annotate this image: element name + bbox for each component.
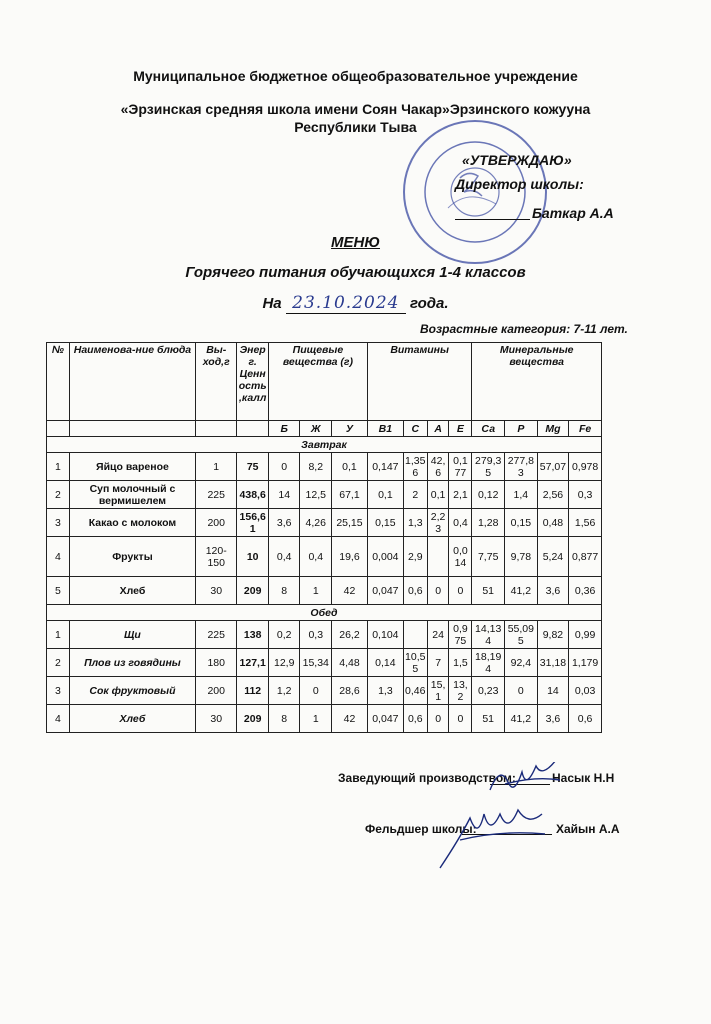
table-cell: 0 <box>449 705 472 733</box>
header-name: Наименова-ние блюда <box>69 343 195 421</box>
table-cell: 200 <box>196 509 237 537</box>
subheader-row <box>47 421 602 437</box>
header-energy: Энерг. Ценн ость ,калл <box>237 343 269 421</box>
table-cell: 279,35 <box>472 453 505 481</box>
table-cell: 1 <box>47 453 70 481</box>
subheader-cell: Mg <box>537 421 569 437</box>
table-cell: 0,03 <box>569 677 602 705</box>
table-cell: 2 <box>47 649 70 677</box>
table-cell: 41,2 <box>505 705 538 733</box>
table-cell: 0 <box>427 577 449 605</box>
manager-name: Насык Н.Н <box>552 771 615 785</box>
subheader-cell: Е <box>449 421 472 437</box>
table-cell: 438,6 <box>237 481 269 509</box>
table-cell: 0,1 <box>367 481 403 509</box>
dish-name: Какао с молоком <box>69 509 195 537</box>
table-cell: 4 <box>47 705 70 733</box>
table-cell: 15,1 <box>427 677 449 705</box>
table-cell: 26,2 <box>332 621 368 649</box>
table-cell: 0,48 <box>537 509 569 537</box>
header-num: № <box>47 343 70 421</box>
table-cell: 13,2 <box>449 677 472 705</box>
table-cell: 10 <box>237 537 269 577</box>
medic-name: Хайын А.А <box>556 822 620 836</box>
table-cell: 0,6 <box>569 705 602 733</box>
table-cell: 0,3 <box>300 621 332 649</box>
subheader-cell: В1 <box>367 421 403 437</box>
org-line-2-3 <box>0 100 711 136</box>
table-row <box>47 481 602 509</box>
table-row <box>47 577 602 605</box>
table-cell: 3,6 <box>537 705 569 733</box>
table-cell: 0 <box>505 677 538 705</box>
table-cell: 3 <box>47 509 70 537</box>
table-cell: 5,24 <box>537 537 569 577</box>
table-cell: 8 <box>268 577 300 605</box>
date-line <box>0 293 711 314</box>
approve-name: Баткар А.А <box>532 205 614 221</box>
table-cell: 15,34 <box>300 649 332 677</box>
dish-name: Фрукты <box>69 537 195 577</box>
table-cell: 1,2 <box>268 677 300 705</box>
table-cell: 4,48 <box>332 649 368 677</box>
table-cell: 200 <box>196 677 237 705</box>
subheader-cell: У <box>332 421 368 437</box>
table-cell: 75 <box>237 453 269 481</box>
subheader-cell: С <box>403 421 427 437</box>
table-cell: 225 <box>196 481 237 509</box>
subheader-cell: А <box>427 421 449 437</box>
table-cell: 0,12 <box>472 481 505 509</box>
table-cell: 3 <box>47 677 70 705</box>
subheader-cell: Ж <box>300 421 332 437</box>
table-cell: 1,3 <box>403 509 427 537</box>
table-cell: 0 <box>268 453 300 481</box>
table-cell: 7,75 <box>472 537 505 577</box>
org-line-3: Республики Тыва <box>294 119 417 135</box>
table-cell: 2 <box>47 481 70 509</box>
table-row <box>47 509 602 537</box>
header-vitamins: Витамины <box>367 343 471 421</box>
dish-name: Хлеб <box>69 705 195 733</box>
table-cell: 0,877 <box>569 537 602 577</box>
table-cell: 0,047 <box>367 577 403 605</box>
table-cell: 1 <box>47 621 70 649</box>
approve-title: «УТВЕРЖДАЮ» <box>462 152 572 168</box>
medic-signature <box>430 806 550 876</box>
table-cell: 0,3 <box>569 481 602 509</box>
section-row <box>47 437 602 453</box>
table-cell: 0,004 <box>367 537 403 577</box>
table-cell: 1,179 <box>569 649 602 677</box>
dish-name: Сок фруктовый <box>69 677 195 705</box>
subheader-blank <box>47 421 70 437</box>
table-cell: 5 <box>47 577 70 605</box>
table-cell: 42,6 <box>427 453 449 481</box>
table-cell: 42 <box>332 577 368 605</box>
table-cell: 0,2 <box>268 621 300 649</box>
table-row <box>47 537 602 577</box>
section-row <box>47 605 602 621</box>
table-cell: 0,1 <box>427 481 449 509</box>
table-cell: 28,6 <box>332 677 368 705</box>
table-row <box>47 705 602 733</box>
table-cell: 0 <box>449 577 472 605</box>
table-cell: 7 <box>427 649 449 677</box>
approve-signature-line <box>455 219 530 220</box>
org-line-1: Муниципальное бюджетное общеобразовательное учреждение <box>133 68 578 84</box>
subheader-cell: Б <box>268 421 300 437</box>
table-cell: 0,23 <box>472 677 505 705</box>
subheader-blank <box>196 421 237 437</box>
table-cell: 0,99 <box>569 621 602 649</box>
table-cell: 2,23 <box>427 509 449 537</box>
table-cell: 4,26 <box>300 509 332 537</box>
table-cell: 14 <box>268 481 300 509</box>
table-cell: 0,36 <box>569 577 602 605</box>
table-cell: 0,4 <box>268 537 300 577</box>
dish-name: Хлеб <box>69 577 195 605</box>
table-cell: 0,147 <box>367 453 403 481</box>
table-cell: 12,5 <box>300 481 332 509</box>
menu-table <box>46 342 602 733</box>
table-cell: 0,15 <box>367 509 403 537</box>
table-cell: 8 <box>268 705 300 733</box>
table-cell: 42 <box>332 705 368 733</box>
table-cell: 2 <box>403 481 427 509</box>
table-cell <box>427 537 449 577</box>
age-category: Возрастные категория: 7-11 лет. <box>420 322 628 336</box>
table-cell: 55,095 <box>505 621 538 649</box>
table-cell: 2,1 <box>449 481 472 509</box>
table-cell: 92,4 <box>505 649 538 677</box>
table-cell: 0,014 <box>449 537 472 577</box>
table-cell: 8,2 <box>300 453 332 481</box>
table-row <box>47 621 602 649</box>
table-cell: 9,82 <box>537 621 569 649</box>
table-cell: 2,56 <box>537 481 569 509</box>
table-cell: 0,047 <box>367 705 403 733</box>
table-cell: 156,61 <box>237 509 269 537</box>
table-cell: 57,07 <box>537 453 569 481</box>
table-cell: 0,15 <box>505 509 538 537</box>
table-cell: 1,356 <box>405 454 426 479</box>
table-cell: 0,1 <box>332 453 368 481</box>
table-cell: 0,975 <box>449 621 472 649</box>
table-cell: 4 <box>47 537 70 577</box>
manager-label: Заведующий производством: <box>338 771 516 785</box>
header-minerals: Минеральные вещества <box>472 343 602 421</box>
table-cell: 0,978 <box>569 453 602 481</box>
subheader-cell: Са <box>472 421 505 437</box>
table-cell: 1 <box>300 705 332 733</box>
table-cell: 0 <box>300 677 332 705</box>
table-cell: 225 <box>196 621 237 649</box>
date-prefix: На <box>262 295 282 312</box>
table-cell: 209 <box>237 577 269 605</box>
dish-name: Суп молочный с вермишелем <box>69 481 195 509</box>
subheader-blank <box>69 421 195 437</box>
section-title: Обед <box>47 605 602 621</box>
table-cell: 12,9 <box>268 649 300 677</box>
table-cell: 51 <box>472 577 505 605</box>
header-nutrients: Пищевые вещества (г) <box>268 343 367 421</box>
table-cell: 2,9 <box>403 537 427 577</box>
dish-name: Щи <box>69 621 195 649</box>
table-cell: 1 <box>196 453 237 481</box>
document-subtitle: Горячего питания обучающихся 1-4 классов <box>185 264 526 281</box>
table-cell: 0,14 <box>367 649 403 677</box>
table-cell: 1,5 <box>449 649 472 677</box>
table-cell: 41,2 <box>505 577 538 605</box>
dish-name: Плов из говядины <box>69 649 195 677</box>
table-cell: 14,134 <box>472 621 505 649</box>
table-row <box>47 677 602 705</box>
table-row <box>47 649 602 677</box>
table-cell: 19,6 <box>332 537 368 577</box>
table-cell: 209 <box>237 705 269 733</box>
table-body <box>47 437 602 733</box>
table-cell: 9,78 <box>505 537 538 577</box>
date-value: 23.10.2024 <box>286 293 406 314</box>
table-cell: 30 <box>196 577 237 605</box>
table-cell: 120-150 <box>196 537 237 577</box>
table-cell: 0,6 <box>403 577 427 605</box>
document-title: МЕНЮ <box>331 234 380 251</box>
table-cell: 31,18 <box>537 649 569 677</box>
subheader-cell: Fe <box>569 421 602 437</box>
table-cell: 0,104 <box>367 621 403 649</box>
approve-position: Директор школы: <box>455 176 584 192</box>
table-cell: 51 <box>472 705 505 733</box>
table-cell: 138 <box>237 621 269 649</box>
table-cell: 67,1 <box>332 481 368 509</box>
table-cell: 0,177 <box>449 453 472 481</box>
table-cell: 30 <box>196 705 237 733</box>
header-yield: Вы-ход,г <box>196 343 237 421</box>
table-cell: 112 <box>237 677 269 705</box>
subheader-cell: Р <box>505 421 538 437</box>
subheader-blank <box>237 421 269 437</box>
table-cell: 3,6 <box>268 509 300 537</box>
table-cell: 0,4 <box>449 509 472 537</box>
table-row <box>47 453 602 481</box>
section-title: Завтрак <box>47 437 602 453</box>
table-cell: 0,46 <box>403 677 427 705</box>
table-cell: 10,55 <box>405 650 426 675</box>
table-cell: 0,4 <box>300 537 332 577</box>
org-line-2: «Эрзинская средняя школа имени Соян Чакар»Эрзинского кожууна <box>120 101 591 117</box>
table-cell: 3,6 <box>537 577 569 605</box>
table-cell: 127,1 <box>237 649 269 677</box>
table-cell: 0,6 <box>403 705 427 733</box>
table-cell: 1,3 <box>367 677 403 705</box>
table-cell: 180 <box>196 649 237 677</box>
date-suffix: года. <box>409 295 449 312</box>
table-cell: 1,4 <box>505 481 538 509</box>
medic-label: Фельдшер школы: <box>365 822 477 836</box>
dish-name: Яйцо вареное <box>69 453 195 481</box>
table-cell: 14 <box>537 677 569 705</box>
table-cell <box>403 621 427 649</box>
table-cell: 1,56 <box>569 509 602 537</box>
table-cell: 1,28 <box>472 509 505 537</box>
table-cell: 18,194 <box>472 649 505 677</box>
table-cell: 0 <box>427 705 449 733</box>
table-cell: 25,15 <box>332 509 368 537</box>
table-cell: 277,83 <box>505 453 538 481</box>
table-cell: 1 <box>300 577 332 605</box>
table-cell: 24 <box>427 621 449 649</box>
manager-signature <box>485 762 565 802</box>
